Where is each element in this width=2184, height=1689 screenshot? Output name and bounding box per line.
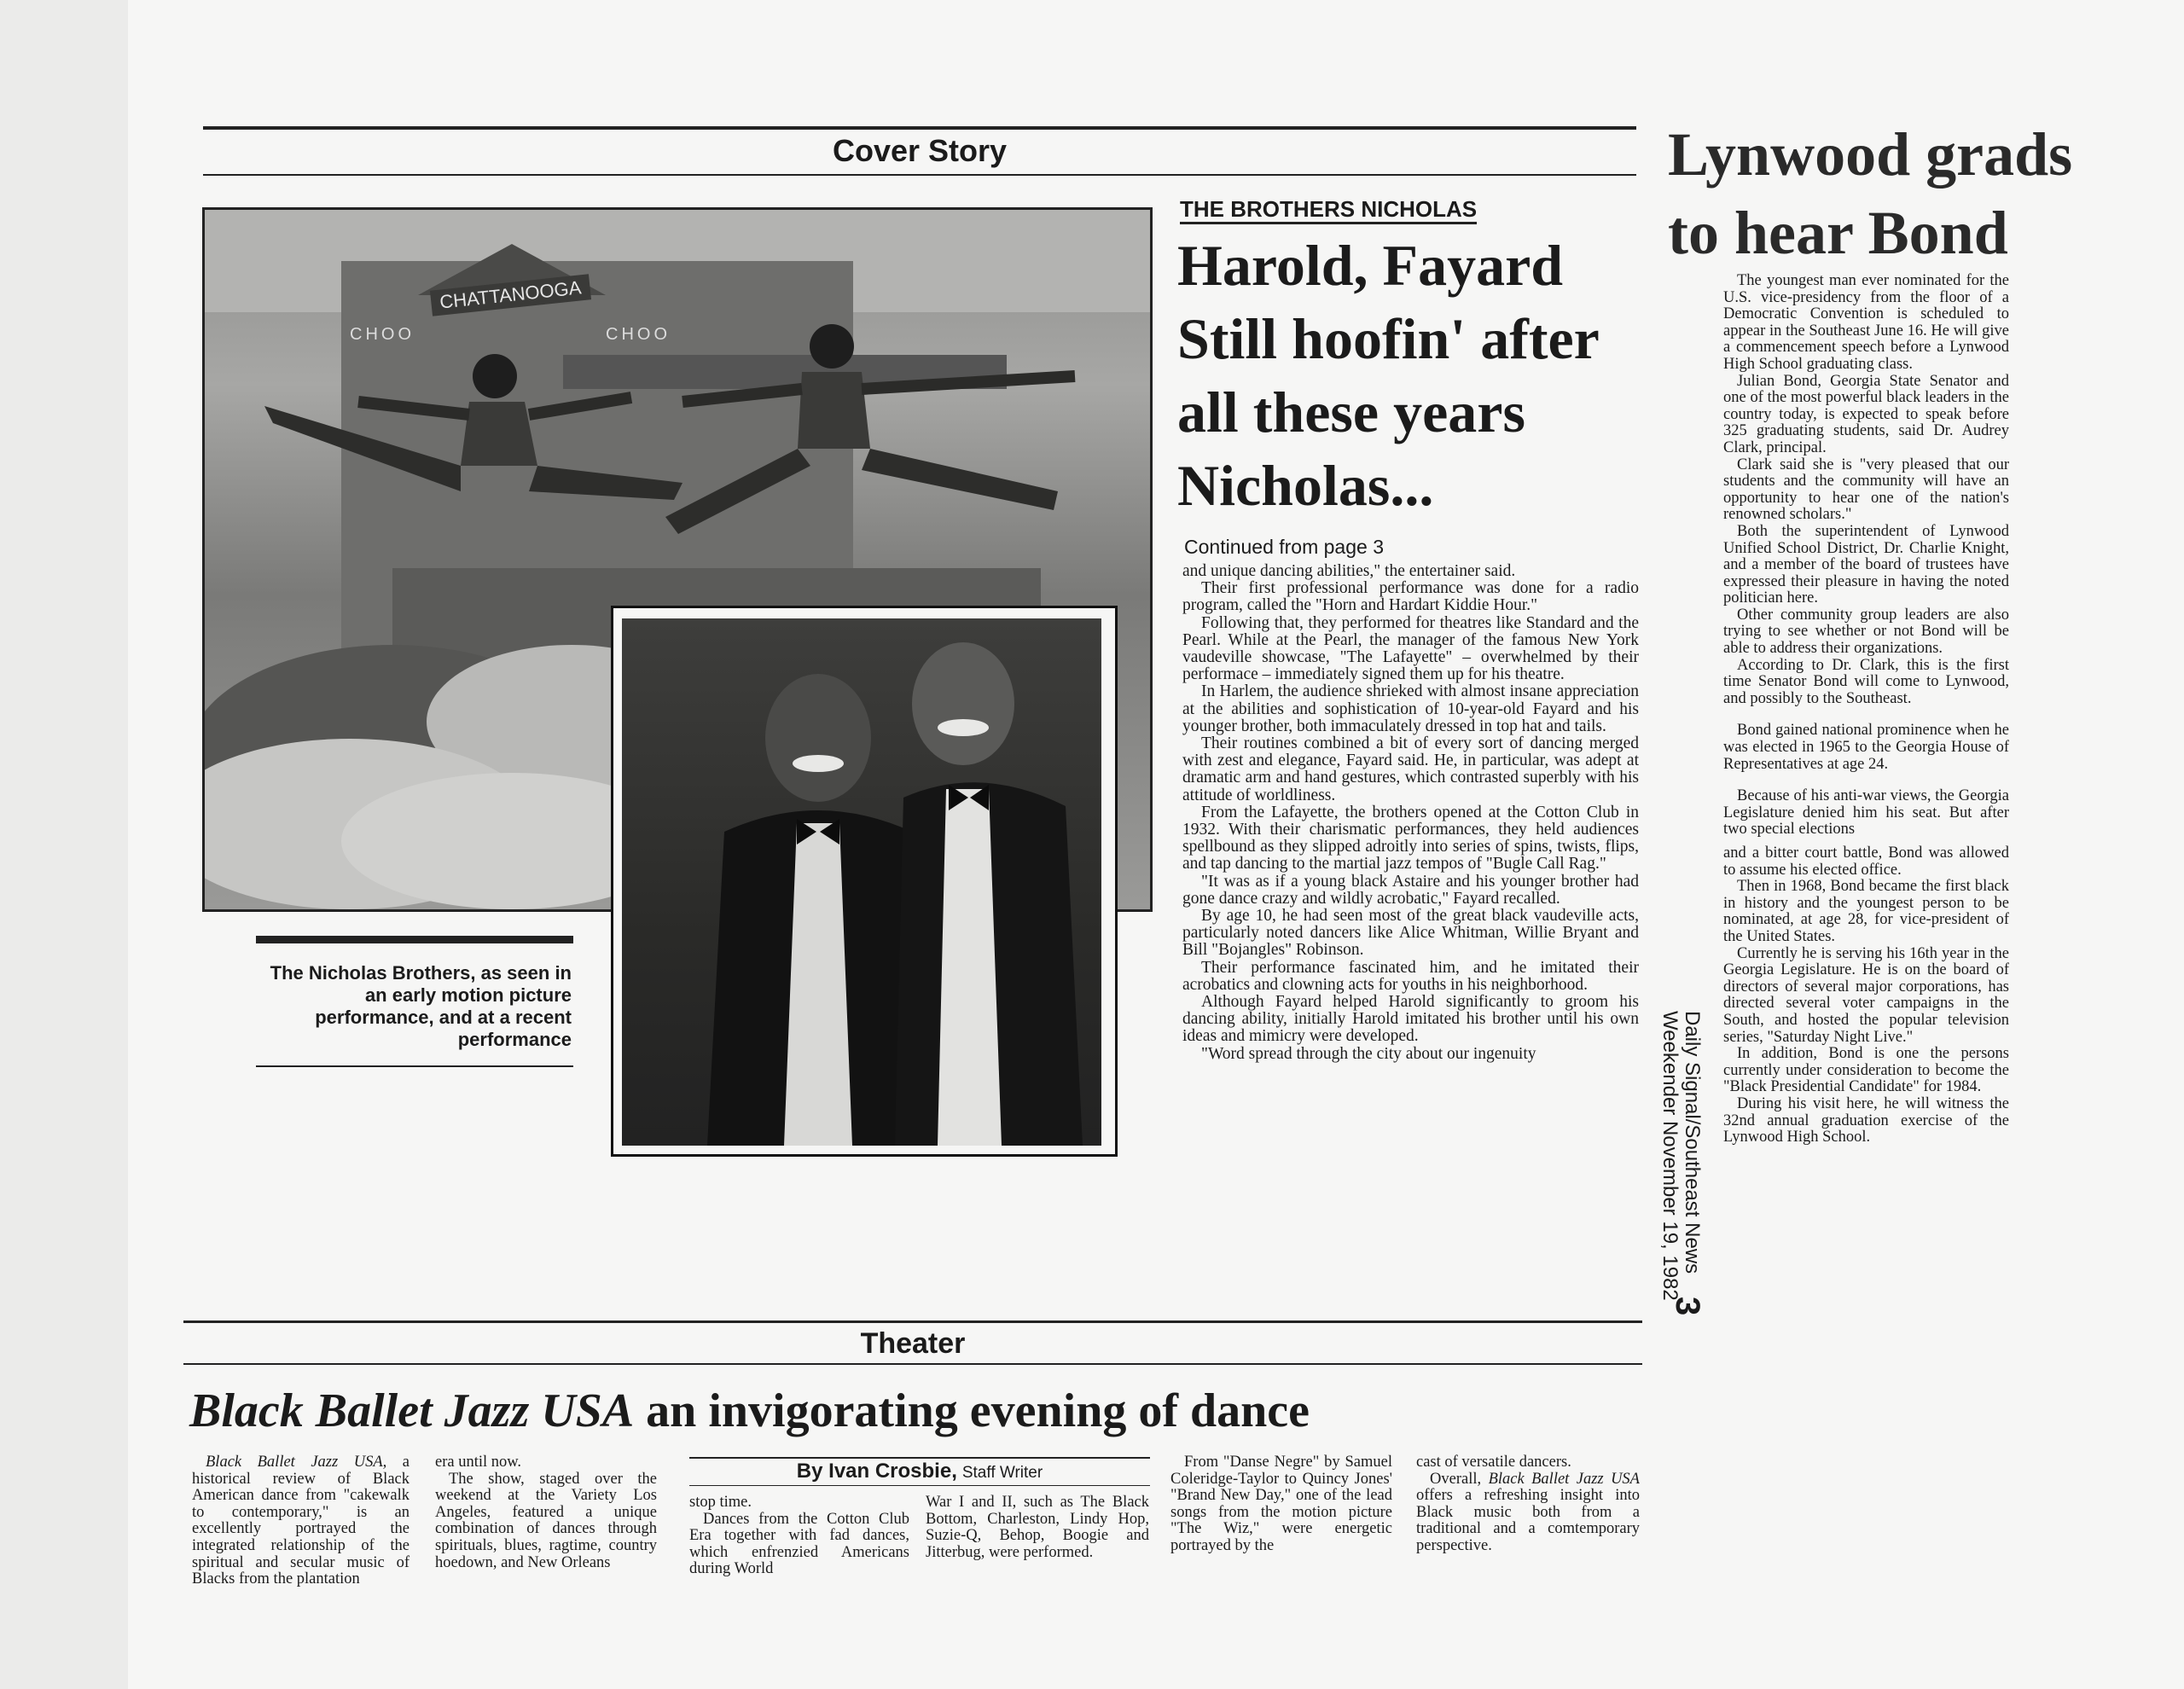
paragraph: In Harlem, the audience shrieked with almost insane appreciation at the abilities and sophistication of 10-year-old Fayard and his younger brother, both immaculately dressed in top hat and tails. (1182, 682, 1639, 735)
paragraph: Clark said she is "very pleased that our students and the community will have an opportunity to hear one of the nation's renowned scholars." (1723, 456, 2009, 524)
paragraph: "It was as if a young black Astaire and his younger brother had gone dance crazy and wildly acrobatic," Fayard recalled. (1182, 872, 1639, 908)
headline-show-title: Black Ballet Jazz USA (189, 1384, 635, 1437)
caption-rule-bottom (256, 1065, 573, 1067)
kicker: THE BROTHERS NICHOLAS (1180, 196, 1477, 224)
section-title-theater: Theater (860, 1327, 966, 1360)
section-rule (203, 174, 1636, 176)
choo-sign-left: CHOO (350, 325, 415, 344)
theater-col-6 (1416, 1454, 1640, 1555)
headline-line: Nicholas... (1177, 453, 1434, 518)
paragraph: Both the superintendent of Lynwood Unified School District, Dr. Charlie Knight, and a member of the board of trustees have expressed their pleasure in having the noted politician here. (1723, 522, 2009, 607)
page-number: 3 (1669, 1297, 1706, 1316)
paragraph: From the Lafayette, the brothers opened at the Cotton Club in 1932. With their charismatic performances, they held audiences spellbound as they slipped adroitly into series of spins, twists, flips, and tap dancing to the martial jazz tempos of "Bugle Call Rag." (1182, 803, 1639, 874)
headline-line: all these years (1177, 380, 1525, 444)
show-title-inline: Black Ballet Jazz USA, (206, 1454, 387, 1471)
continued-from: Continued from page 3 (1184, 536, 1384, 558)
paragraph: Following that, they performed for theatres like Standard and the Pearl. While at the Pearl, the manager of the famous New York vaudeville showcase, "The Lafayette" – overwhelmed by their performace – immediately signed them up for his theatre. (1182, 613, 1639, 684)
headline-rest: an invigorating evening of dance (646, 1384, 1310, 1437)
theater-col-3 (689, 1495, 909, 1578)
paragraph: The show, staged over the weekend at the Variety Los Angeles, featured a unique combination of dances through spirituals, blues, ragtime, country hoedown, and New Orleans (435, 1470, 657, 1571)
paragraph: Although Fayard helped Harold significantly to groom his dancing ability, initially Harold imitated his brother until his own ideas and mimicry were developed. (1182, 993, 1639, 1046)
paragraph: and unique dancing abilities," the entertainer said. (1182, 563, 1516, 580)
folio-line2: Weekender November 19, 1982 (1658, 1011, 1682, 1301)
nicholas-headline (1177, 229, 1655, 522)
paragraph: Bond gained national prominence when he was elected in 1965 to the Georgia House of Representatives at age 24. (1723, 722, 2009, 773)
photo-caption: The Nicholas Brothers, as seen in an early motion picture performance, and at a recent performance (270, 962, 572, 1050)
theater-rule-top (183, 1320, 1642, 1323)
paragraph: By age 10, he had seen most of the great black vaudeville acts, particularly noted dancers like Alice Whitman, Willie Bryant and Bill "Bojangles" Robinson. (1182, 907, 1639, 960)
theater-rule-bottom (183, 1363, 1642, 1365)
text: offers a refreshing insight into Black music both from a traditional and a comtemporary perspective. (1416, 1487, 1640, 1554)
paragraph: The youngest man ever nominated for the U.S. vice-presidency from the floor of a Democratic Convention is scheduled to appear in the Southeast June 16. He will give a commencement speech before a Lynwood High School graduating class. (1723, 273, 2009, 373)
choo-sign-right: CHOO (606, 325, 671, 344)
paragraph: War I and II, such as The Black Bottom, Charleston, Lindy Hop, Suzie-Q, Behop, Boogie and Jitterbug, were performed. (926, 1494, 1149, 1561)
lynwood-article-body (1723, 273, 2009, 1570)
text: Overall, (1430, 1470, 1482, 1488)
paragraph: According to Dr. Clark, this is the first time Senator Bond will come to Lynwood, and possibly to the Southeast. (1723, 656, 2009, 707)
byline-rule-bottom (689, 1485, 1150, 1486)
paragraph: Their first professional performance was done for a radio program, called the "Horn and Hardart Kiddie Hour." (1182, 579, 1639, 615)
headline-line: Still hoofin' after (1177, 306, 1600, 371)
caption-rule-top (256, 936, 573, 943)
paragraph: and a bitter court battle, Bond was allowed to assume his elected office. (1723, 844, 2009, 879)
paragraph: From "Danse Negre" by Samuel Coleridge-Taylor to Quincy Jones' "Brand New Day," one of the lead songs from the motion picture "The Wiz," were energetic portrayed by the (1170, 1454, 1392, 1554)
page-folio (1658, 1011, 1703, 1301)
paragraph: Their performance fascinated him, and he imitated their acrobatics and clowning acts for youths in his neighborhood. (1182, 958, 1639, 994)
nicholas-article-body (1182, 563, 1639, 1314)
headline-line: to hear Bond (1668, 199, 2008, 267)
chattanooga-sign: CHATTANOOGA (430, 274, 591, 316)
scanner-margin (0, 0, 129, 1689)
paragraph: Julian Bond, Georgia State Senator and one of the most powerful black leaders in the country today, is expected to speak before 325 graduating students, said Dr. Audrey Clark, principal. (1723, 372, 2009, 456)
paragraph: Because of his anti-war views, the Georgia Legislature denied him his seat. But after two special elections (1723, 787, 2009, 839)
paragraph: a historical review of Black American dance from "cakewalk to contemporary," is an excellently portrayed the integrated relationship of the spiritual and secular music of Blacks from the plantation (192, 1454, 410, 1588)
paragraph: "Word spread through the city about our ingenuity (1201, 1044, 1536, 1063)
paragraph: Then in 1968, Bond became the first black in history and the youngest person to be nominated, at age 28, for vice-president of the United States. (1723, 878, 2009, 945)
section-title-cover-story: Cover Story (832, 133, 1008, 168)
byline (689, 1459, 1150, 1486)
paragraph: cast of versatile dancers. (1416, 1454, 1571, 1471)
recent-performance-photo (611, 606, 1118, 1157)
paragraph: Their routines combined a bit of every sort of dancing merged with zest and elegance, Fayard said. He, in particular, was adept at dramatic arm and hand gestures, which contrasted superbly with his attitude of worldliness. (1182, 734, 1639, 804)
paragraph: Dances from the Cotton Club Era together with fad dances, which enfrenzied Americans during World (689, 1510, 909, 1578)
theater-headline (189, 1382, 1640, 1440)
paragraph: stop time. (689, 1494, 752, 1511)
brothers-in-tuxedos (622, 618, 1101, 1146)
headline-line: Lynwood grads (1668, 120, 2073, 189)
byline-name: By Ivan Crosbie, (796, 1460, 957, 1483)
show-title-inline: Black Ballet Jazz USA (1488, 1470, 1640, 1488)
paragraph: Other community group leaders are also trying to see whether or not Bond will be able to address their organizations. (1723, 606, 2009, 658)
headline-line: Harold, Fayard (1177, 233, 1564, 298)
theater-col-4 (926, 1495, 1149, 1561)
paragraph: During his visit here, he will witness the 32nd annual graduation exercise of the Lynwood High School. (1723, 1094, 2009, 1146)
paragraph: In addition, Bond is one the persons currently under consideration to become the "Black Presidential Candidate" for 1984. (1723, 1045, 2009, 1096)
folio-line1: Daily Signal/Southeast News (1681, 1011, 1704, 1274)
lynwood-headline (1668, 115, 2111, 272)
paragraph: Currently he is serving his 16th year in the Georgia Legislature. He is on the board of directors of several major corporations, has directed several voter campaigns in the South, and hosted the popular television series, "Saturday Night Live." (1723, 944, 2009, 1046)
theater-col-1 (192, 1454, 410, 1588)
paragraph: era until now. (435, 1454, 522, 1471)
theater-col-2 (435, 1454, 657, 1571)
byline-role: Staff Writer (961, 1464, 1043, 1482)
theater-col-5 (1170, 1454, 1392, 1555)
